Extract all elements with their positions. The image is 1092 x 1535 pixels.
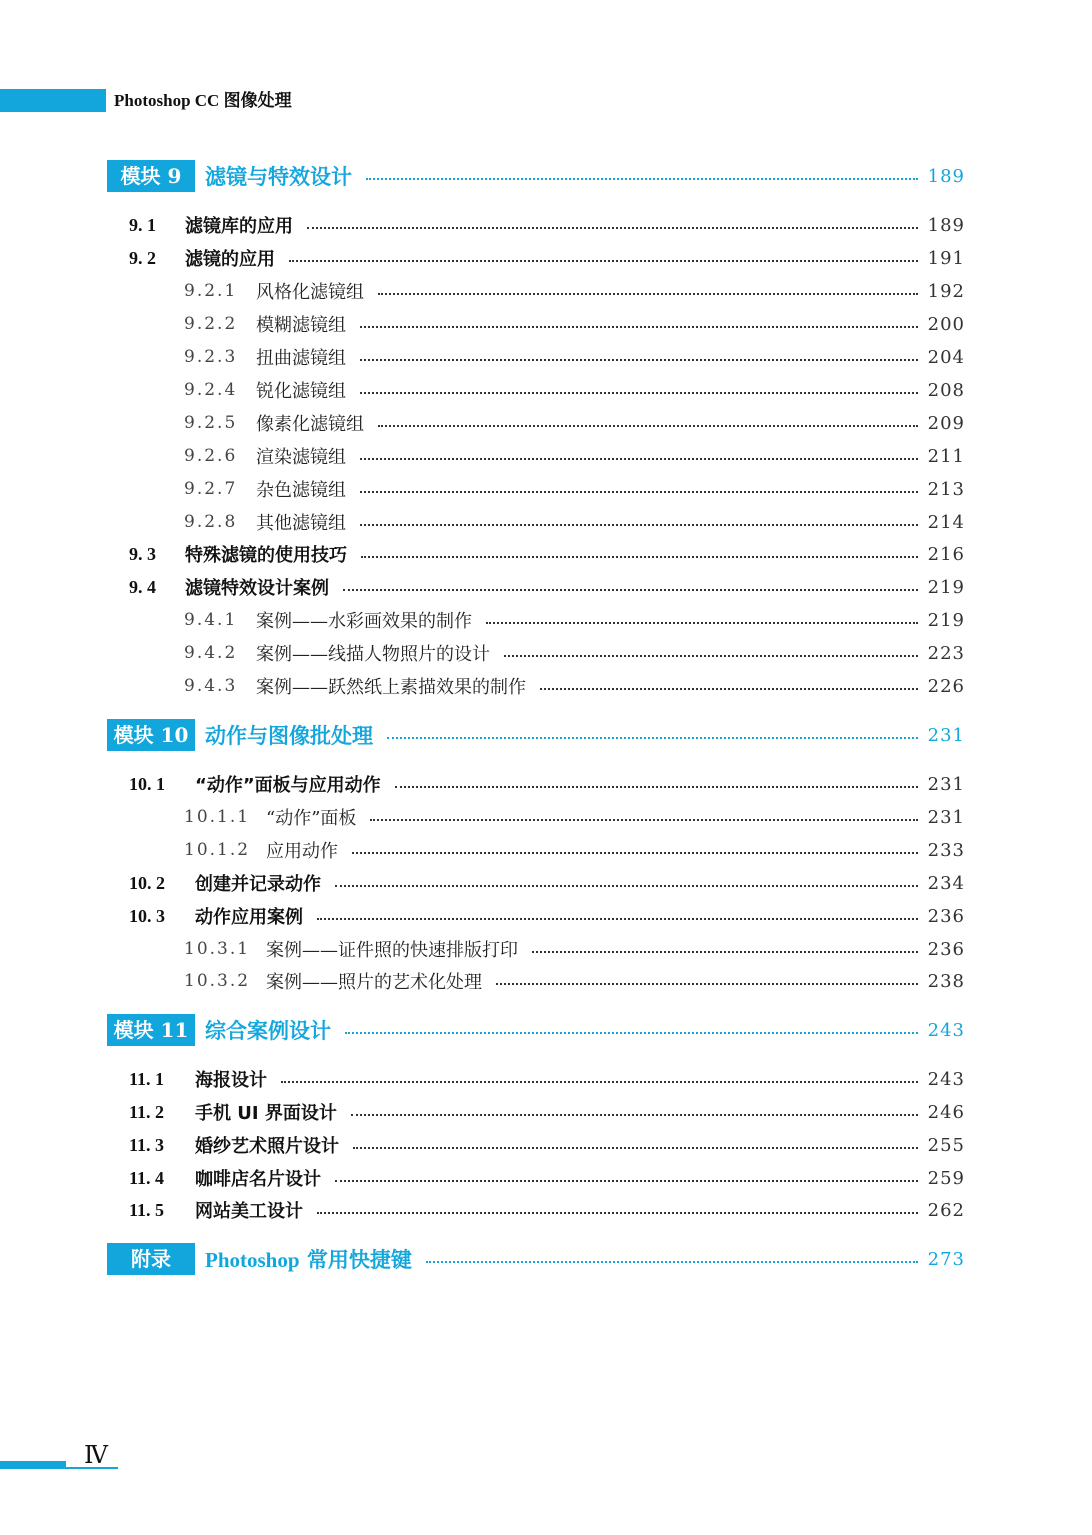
dot-leader — [281, 1081, 918, 1083]
page-number: 259 — [927, 1167, 965, 1189]
page-number: 231 — [927, 724, 965, 746]
subsection-title: 案例——证件照的快速排版打印 — [266, 940, 518, 961]
subsection-number: 10.3.1 — [184, 939, 251, 959]
subsection-title: 案例——水彩画效果的制作 — [256, 611, 472, 632]
page-number: 219 — [927, 576, 965, 598]
module-badge: 附录 — [107, 1243, 195, 1275]
page-number: 209 — [927, 412, 965, 434]
dot-leader — [360, 359, 918, 361]
toc-entry[interactable] — [184, 343, 965, 371]
dot-leader — [307, 227, 918, 229]
dot-leader — [361, 556, 918, 558]
module-badge: 模块 11 — [107, 1014, 195, 1046]
subsection-title: 渲染滤镜组 — [256, 447, 346, 468]
folio-page-number: Ⅳ — [84, 1443, 108, 1469]
section-title: 特殊滤镜的使用技巧 — [185, 545, 347, 566]
page-number: 189 — [927, 165, 965, 187]
toc-entry[interactable] — [129, 1196, 965, 1224]
subsection-title: 像素化滤镜组 — [256, 414, 364, 435]
section-title: 滤镜库的应用 — [185, 216, 293, 237]
page-number: 216 — [927, 543, 965, 565]
section-number: 11. 1 — [129, 1068, 165, 1089]
page-number: 273 — [927, 1248, 965, 1270]
toc-module-9[interactable] — [107, 160, 965, 192]
section-title: 海报设计 — [195, 1070, 267, 1091]
subsection-number: 9.4.3 — [184, 676, 238, 696]
toc-entry[interactable] — [184, 967, 965, 995]
section-number: 9. 4 — [129, 576, 156, 597]
subsection-number: 10.1.1 — [184, 807, 251, 827]
toc-entry[interactable] — [184, 836, 965, 864]
page-number: 231 — [927, 773, 965, 795]
dot-leader — [504, 655, 918, 657]
subsection-title: “动作”面板 — [266, 808, 357, 829]
toc-module-11[interactable] — [107, 1014, 965, 1046]
page-number: 219 — [927, 609, 965, 631]
section-number: 10. 3 — [129, 905, 165, 926]
subsection-number: 9.2.1 — [184, 281, 238, 301]
section-title: 咖啡店名片设计 — [195, 1169, 321, 1190]
dot-leader — [317, 1212, 918, 1214]
subsection-number: 9.4.2 — [184, 643, 238, 663]
page-number: 226 — [927, 675, 965, 697]
section-title: 网站美工设计 — [195, 1201, 303, 1222]
page-number: 255 — [927, 1134, 965, 1156]
dot-leader — [378, 293, 918, 295]
dot-leader — [387, 737, 918, 739]
section-number: 11. 4 — [129, 1167, 165, 1188]
subsection-title: 案例——照片的艺术化处理 — [266, 972, 482, 993]
toc-entry[interactable] — [129, 1131, 965, 1159]
dot-leader — [426, 1261, 918, 1263]
section-number: 9. 2 — [129, 247, 156, 268]
toc-entry[interactable] — [184, 409, 965, 437]
subsection-title: 模糊滤镜组 — [256, 315, 346, 336]
toc-module-10[interactable] — [107, 719, 965, 751]
page-number: 236 — [927, 938, 965, 960]
subsection-title: 扭曲滤镜组 — [256, 348, 346, 369]
section-title: 滤镜特效设计案例 — [185, 578, 329, 599]
page-number: 231 — [927, 806, 965, 828]
dot-leader — [317, 918, 918, 920]
dot-leader — [370, 819, 917, 821]
dot-leader — [289, 260, 918, 262]
toc-entry[interactable] — [184, 475, 965, 503]
subsection-title: 案例——跃然纸上素描效果的制作 — [256, 677, 526, 698]
dot-leader — [343, 589, 918, 591]
subsection-number: 10.1.2 — [184, 840, 251, 860]
page-number: 211 — [927, 445, 965, 467]
appendix-title-cn: 常用快捷键 — [306, 1247, 412, 1272]
page-number: 189 — [927, 214, 965, 236]
subsection-title: 杂色滤镜组 — [256, 480, 346, 501]
toc-entry[interactable] — [129, 244, 965, 272]
section-title: “动作”面板与应用动作 — [195, 775, 381, 796]
subsection-number: 9.2.7 — [184, 479, 238, 499]
subsection-number: 9.4.1 — [184, 610, 238, 630]
section-number: 9. 3 — [129, 543, 156, 564]
dot-leader — [345, 1032, 918, 1034]
dot-leader — [496, 983, 918, 985]
dot-leader — [540, 688, 918, 690]
page-number: 200 — [927, 313, 965, 335]
page-number: 223 — [927, 642, 965, 664]
toc-entry[interactable] — [184, 803, 965, 831]
toc-entry[interactable] — [184, 508, 965, 536]
section-title: 手机 UI 界面设计 — [195, 1103, 337, 1124]
toc-entry[interactable] — [184, 935, 965, 963]
subsection-number: 9.2.5 — [184, 413, 238, 433]
dot-leader — [360, 392, 918, 394]
section-number: 9. 1 — [129, 214, 156, 235]
dot-leader — [335, 885, 918, 887]
section-title: 创建并记录动作 — [195, 874, 321, 895]
dot-leader — [360, 491, 918, 493]
dot-leader — [360, 458, 918, 460]
header-accent-bar — [0, 89, 106, 112]
toc-entry[interactable] — [129, 573, 965, 601]
dot-leader — [486, 622, 918, 624]
page-number: 238 — [927, 970, 965, 992]
subsection-number: 9.2.8 — [184, 512, 238, 532]
dot-leader — [335, 1180, 918, 1182]
toc-entry[interactable] — [129, 540, 965, 568]
page-number: 214 — [927, 511, 965, 533]
toc-entry[interactable] — [184, 277, 965, 305]
page-number: 192 — [927, 280, 965, 302]
toc-entry[interactable] — [129, 869, 965, 897]
section-number: 10. 1 — [129, 773, 165, 794]
subsection-number: 9.2.2 — [184, 314, 238, 334]
page-number: 191 — [927, 247, 965, 269]
toc-entry[interactable] — [129, 1065, 965, 1093]
subsection-number: 9.2.6 — [184, 446, 238, 466]
page-number: 262 — [927, 1199, 965, 1221]
section-title: 滤镜的应用 — [185, 249, 275, 270]
section-number: 11. 5 — [129, 1199, 165, 1220]
page-number: 246 — [927, 1101, 965, 1123]
toc-entry[interactable] — [129, 902, 965, 930]
subsection-title: 应用动作 — [266, 841, 338, 862]
section-number: 11. 3 — [129, 1134, 165, 1155]
module-badge: 模块 10 — [107, 719, 195, 751]
dot-leader — [353, 1147, 918, 1149]
subsection-title: 风格化滤镜组 — [256, 282, 364, 303]
dot-leader — [360, 326, 918, 328]
module-title — [195, 1244, 412, 1274]
toc-entry[interactable] — [184, 310, 965, 338]
dot-leader — [532, 951, 918, 953]
section-title: 动作应用案例 — [195, 907, 303, 928]
toc-entry[interactable] — [184, 672, 965, 700]
dot-leader — [352, 852, 918, 854]
page-number: 233 — [927, 839, 965, 861]
page-number: 213 — [927, 478, 965, 500]
toc-entry[interactable] — [129, 1164, 965, 1192]
module-title: 综合案例设计 — [205, 1018, 331, 1043]
section-number: 10. 2 — [129, 872, 165, 893]
page-number: 243 — [927, 1068, 965, 1090]
toc-entry[interactable] — [184, 376, 965, 404]
page-number: 204 — [927, 346, 965, 368]
page-number: 243 — [927, 1019, 965, 1041]
dot-leader — [351, 1114, 918, 1116]
section-title: 婚纱艺术照片设计 — [195, 1136, 339, 1157]
module-title: 滤镜与特效设计 — [205, 164, 352, 189]
subsection-title: 案例——线描人物照片的设计 — [256, 644, 490, 665]
toc-entry[interactable] — [184, 442, 965, 470]
subsection-number: 9.2.3 — [184, 347, 238, 367]
page-number: 236 — [927, 905, 965, 927]
dot-leader — [378, 425, 918, 427]
section-number: 11. 2 — [129, 1101, 165, 1122]
toc-entry[interactable] — [184, 606, 965, 634]
subsection-title: 其他滤镜组 — [256, 513, 346, 534]
dot-leader — [395, 786, 918, 788]
subsection-number: 10.3.2 — [184, 971, 251, 991]
toc-entry[interactable] — [184, 639, 965, 667]
toc-entry[interactable] — [129, 770, 965, 798]
module-title: 动作与图像批处理 — [205, 723, 373, 748]
dot-leader — [366, 178, 918, 180]
toc-entry[interactable] — [129, 211, 965, 239]
module-badge: 模块 9 — [107, 160, 195, 192]
page-number: 234 — [927, 872, 965, 894]
subsection-title: 锐化滤镜组 — [256, 381, 346, 402]
appendix-title-latin: Photoshop — [205, 1248, 300, 1272]
book-title: Photoshop CC 图像处理 — [114, 91, 292, 110]
dot-leader — [360, 524, 918, 526]
subsection-number: 9.2.4 — [184, 380, 238, 400]
toc-appendix[interactable] — [107, 1243, 965, 1275]
toc-entry[interactable] — [129, 1098, 965, 1126]
page-number: 208 — [927, 379, 965, 401]
